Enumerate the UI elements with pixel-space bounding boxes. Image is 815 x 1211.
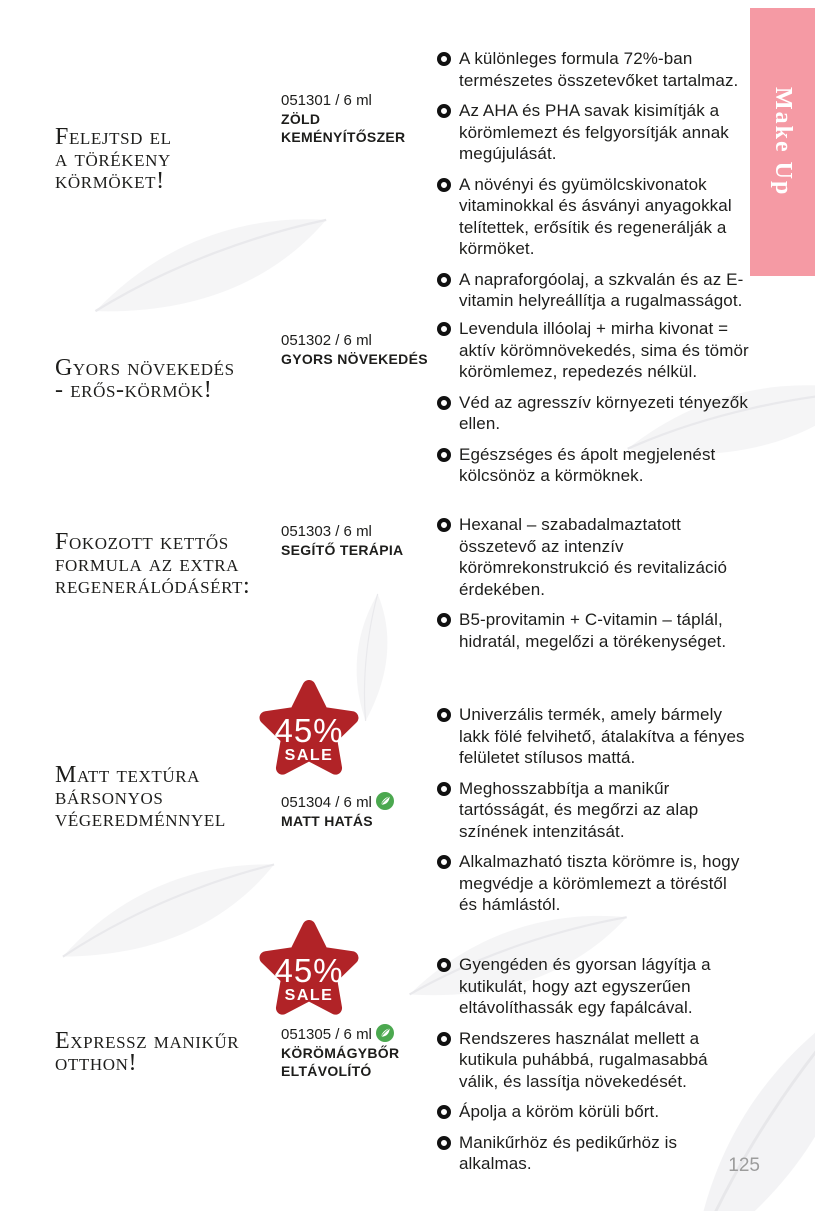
product-info	[281, 91, 446, 146]
sale-badge	[252, 680, 366, 788]
sale-percent: 45%	[274, 951, 344, 989]
feather-image	[81, 182, 333, 353]
benefit-item	[437, 1101, 749, 1123]
benefit-text: Hexanal – szabadalmaztatott összetevő az intenzív körömrekonstrukció és revitalizáció érdekében.	[459, 515, 728, 599]
category-tab-makeup[interactable]	[750, 8, 815, 276]
benefit-text: Manikűrhöz és pedikűrhöz is alkalmas.	[459, 1132, 678, 1173]
product-code: 051302 / 6 ml	[281, 332, 372, 349]
benefit-item	[437, 174, 749, 260]
product-code: 051304 / 6 ml	[281, 794, 372, 811]
sale-percent: 45%	[274, 711, 344, 749]
benefit-text: Rendszeres használat mellett a kutikula puhábbá, rugalmasabbá válik, és lassítja növekedését.	[459, 1028, 708, 1091]
benefit-text: Véd az agresszív környezeti tényezők ellen.	[459, 392, 748, 433]
benefit-item	[437, 954, 749, 1019]
ring-bullet-icon	[437, 1105, 451, 1119]
benefit-text: Gyengéden és gyorsan lágyítja a kutikulát, hogy azt egyszerűen eltávolíthassák egy fapálcával.	[459, 955, 711, 1017]
benefit-text: Az AHA és PHA savak kisimítják a körömlemezt és felgyorsítják annak megújulását.	[459, 101, 729, 163]
section-heading: Fokozott kettős formula az extra regenerálódásért:	[55, 529, 251, 599]
benefit-item	[437, 100, 749, 165]
section-heading: Felejtsd el a törékeny körmöket!	[55, 124, 172, 194]
benefit-list	[437, 954, 749, 1184]
benefit-item	[437, 851, 749, 916]
benefit-text: Meghosszabbítja a manikűr tartósságát, és megőrzi az alap színének intenzitását.	[459, 778, 699, 841]
benefit-list	[437, 704, 749, 925]
product-name: MATT HATÁS	[281, 813, 373, 829]
product-name: SEGÍTŐ TERÁPIA	[281, 542, 404, 558]
benefit-text: Levendula illóolaj + mirha kivonat = aktív körömnövekedés, sima és tömör körömlemez, repedezés nélkül.	[459, 319, 749, 381]
benefit-item	[437, 1028, 749, 1093]
benefit-item	[437, 392, 749, 435]
ring-bullet-icon	[437, 1136, 451, 1150]
benefit-text: Egészséges és ápolt megjelenést kölcsönöz a körmöknek.	[459, 444, 716, 485]
ring-bullet-icon	[437, 448, 451, 462]
benefit-item	[437, 609, 749, 652]
sale-badge	[252, 920, 366, 1028]
sale-label: SALE	[284, 986, 334, 1004]
benefit-text: Alkalmazható tiszta körömre is, hogy megvédje a körömlemezt a töréstől és hámlástól.	[459, 852, 740, 914]
product-code: 051303 / 6 ml	[281, 523, 372, 540]
benefit-item	[437, 269, 749, 312]
product-code: 051301 / 6 ml	[281, 92, 372, 109]
sale-label: SALE	[284, 746, 334, 764]
benefit-list	[437, 514, 749, 661]
benefit-item	[437, 48, 749, 91]
product-name: GYORS NÖVEKEDÉS	[281, 351, 428, 367]
natural-leaf-icon	[376, 1024, 394, 1042]
benefit-text: B5-provitamin + C-vitamin – táplál, hidratál, megelőzi a törékenységet.	[459, 610, 727, 651]
product-info	[281, 1024, 446, 1080]
page-number: 125	[728, 1155, 760, 1176]
natural-leaf-icon	[376, 792, 394, 810]
section-heading: Gyors növekedés - erős-körmök!	[55, 355, 235, 403]
product-name: KEMÉNYÍTŐSZER	[281, 129, 406, 145]
product-name: ZÖLD	[281, 111, 321, 127]
benefit-item	[437, 704, 749, 769]
benefit-text: Univerzális termék, amely bármely lakk fölé felvihető, átalakítva a fényes felületet stílusos mattá.	[459, 705, 745, 767]
category-tab-label: Make Up	[770, 87, 796, 197]
ring-bullet-icon	[437, 52, 451, 66]
benefit-text: A napraforgóolaj, a szkvalán és az E-vitamin helyreállítja a rugalmasságot.	[459, 269, 744, 310]
section-heading: Expressz manikűr otthon!	[55, 1028, 240, 1076]
product-info	[281, 522, 446, 559]
product-info	[281, 331, 446, 368]
section-heading: Matt textúra bársonyos végeredménnyel	[55, 762, 226, 832]
product-code: 051305 / 6 ml	[281, 1026, 372, 1043]
ring-bullet-icon	[437, 708, 451, 722]
benefit-text: Ápolja a köröm körüli bőrt.	[459, 1102, 660, 1121]
benefit-item	[437, 444, 749, 487]
ring-bullet-icon	[437, 396, 451, 410]
ring-bullet-icon	[437, 855, 451, 869]
benefit-list	[437, 318, 749, 496]
ring-bullet-icon	[437, 958, 451, 972]
ring-bullet-icon	[437, 613, 451, 627]
benefit-list	[437, 48, 749, 321]
ring-bullet-icon	[437, 273, 451, 287]
ring-bullet-icon	[437, 178, 451, 192]
benefit-item	[437, 318, 749, 383]
product-name: ELTÁVOLÍTÓ	[281, 1063, 372, 1079]
product-info	[281, 792, 446, 830]
benefit-text: A különleges formula 72%-ban természetes összetevőket tartalmaz.	[459, 49, 739, 90]
benefit-item	[437, 1132, 749, 1175]
benefit-item	[437, 514, 749, 600]
benefit-item	[437, 778, 749, 843]
benefit-text: A növényi és gyümölcskivonatok vitaminokkal és ásványi anyagokkal telítettek, erősítik és regenerálják a körmöket.	[459, 174, 732, 258]
product-name: KÖRÖMÁGYBŐR	[281, 1045, 400, 1061]
